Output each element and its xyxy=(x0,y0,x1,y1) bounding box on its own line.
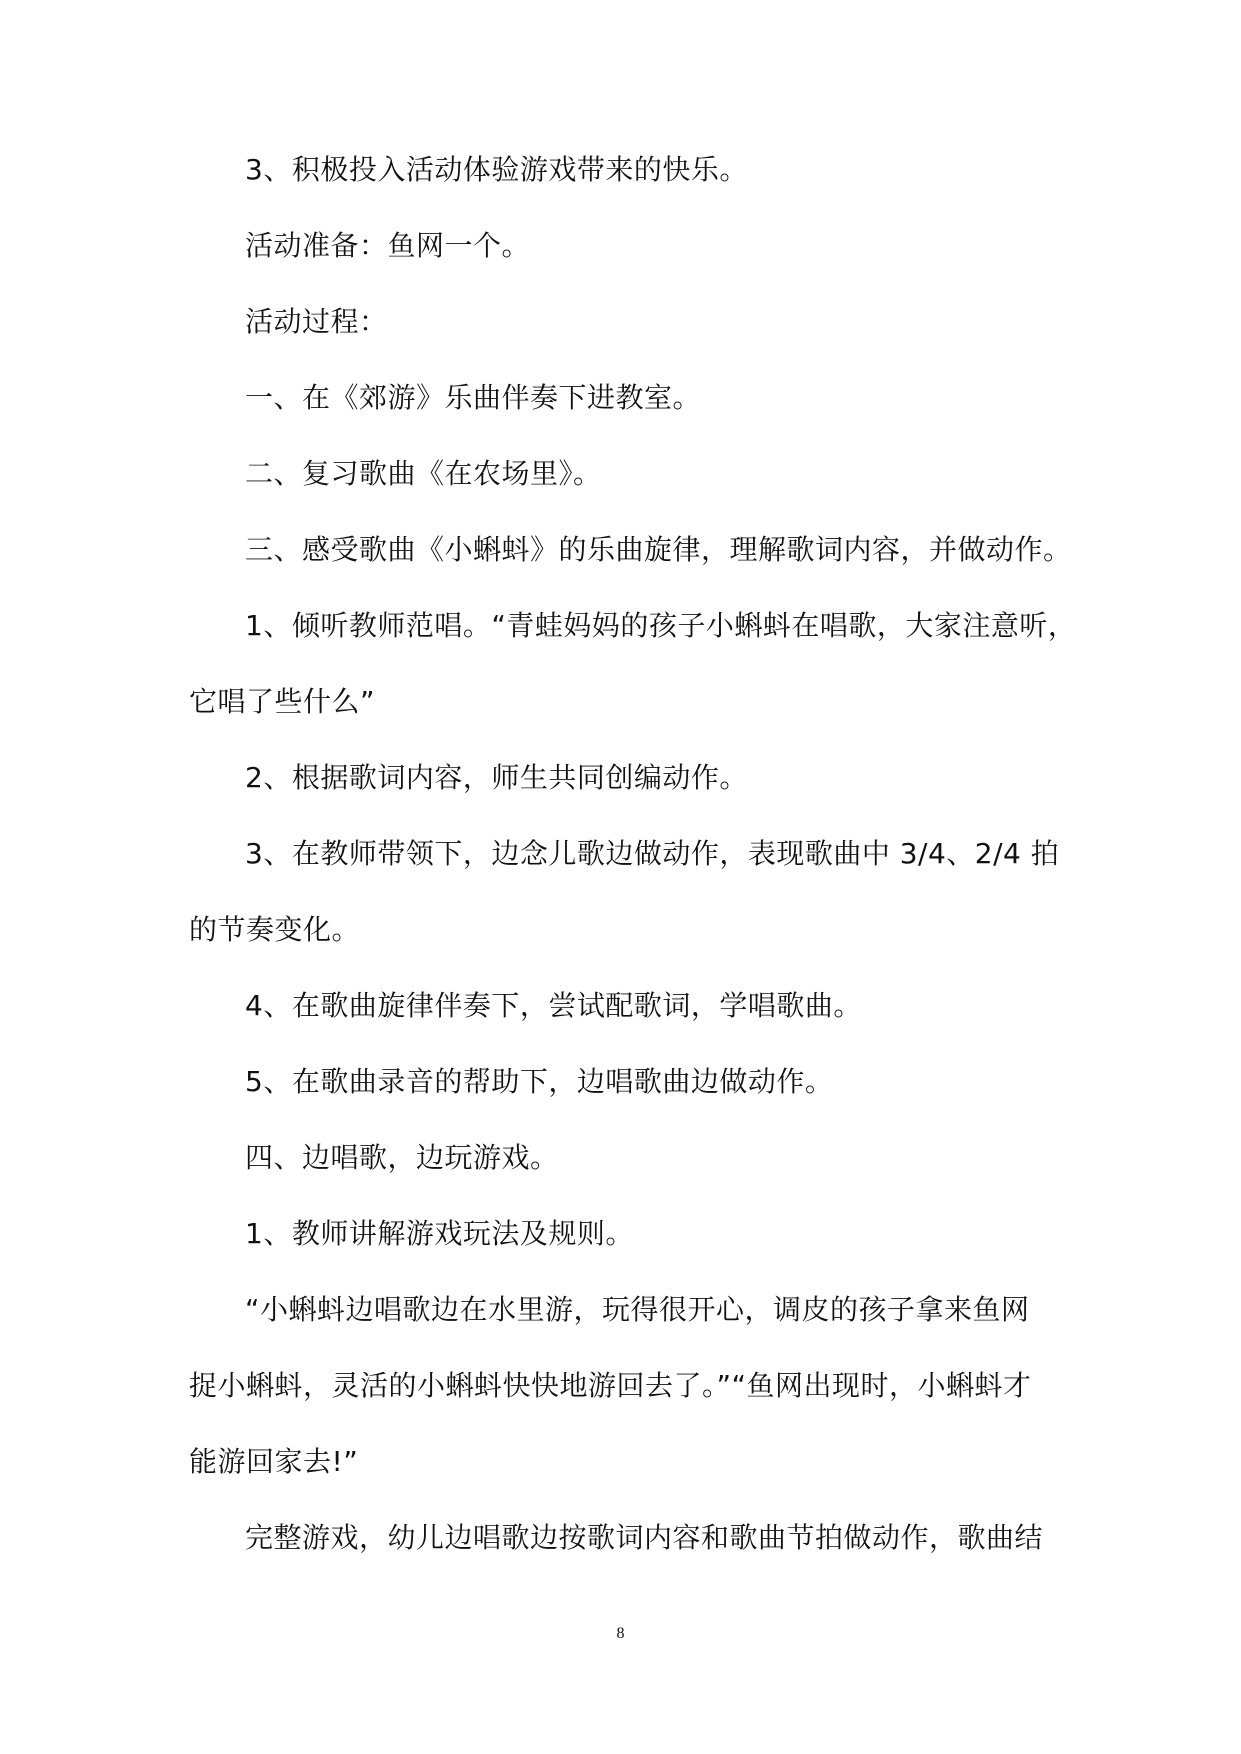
paragraph-line: 5、在歌曲录音的帮助下，边唱歌曲边做动作。 xyxy=(245,1065,834,1098)
paragraph-line: 3、在教师带领下，边念儿歌边做动作，表现歌曲中 3/4、2/4 拍 xyxy=(245,837,1060,870)
paragraph-line: 1、倾听教师范唱。“青蛙妈妈的孩子小蝌蚪在唱歌，大家注意听， xyxy=(245,609,1077,642)
paragraph-line: 2、根据歌词内容，师生共同创编动作。 xyxy=(245,761,748,794)
paragraph-line: 二、复习歌曲《在农场里》。 xyxy=(245,457,602,490)
paragraph-line: 捉小蝌蚪，灵活的小蝌蚪快快地游回去了。”“鱼网出现时，小蝌蚪才 xyxy=(189,1369,1032,1402)
paragraph-line: 它唱了些什么” xyxy=(189,685,376,718)
paragraph-line: 活动准备：鱼网一个。 xyxy=(245,229,531,262)
paragraph-line: 完整游戏，幼儿边唱歌边按歌词内容和歌曲节拍做动作，歌曲结 xyxy=(245,1521,1044,1554)
paragraph-line: 四、边唱歌，边玩游戏。 xyxy=(245,1141,559,1174)
paragraph-line: 三、感受歌曲《小蝌蚪》的乐曲旋律，理解歌词内容，并做动作。 xyxy=(245,533,1072,566)
paragraph-line: “小蝌蚪边唱歌边在水里游，玩得很开心，调皮的孩子拿来鱼网 xyxy=(245,1293,1030,1326)
paragraph-line: 4、在歌曲旋律伴奏下，尝试配歌词，学唱歌曲。 xyxy=(245,989,862,1022)
page-number: 8 xyxy=(616,1625,625,1642)
paragraph-line: 能游回家去!” xyxy=(189,1445,359,1478)
paragraph-line: 一、在《郊游》乐曲伴奏下进教室。 xyxy=(245,381,702,414)
paragraph-line: 1、教师讲解游戏玩法及规则。 xyxy=(245,1217,634,1250)
paragraph-line: 的节奏变化。 xyxy=(189,913,361,946)
paragraph-line: 活动过程： xyxy=(245,305,388,338)
paragraph-line: 3、积极投入活动体验游戏带来的快乐。 xyxy=(245,153,748,186)
